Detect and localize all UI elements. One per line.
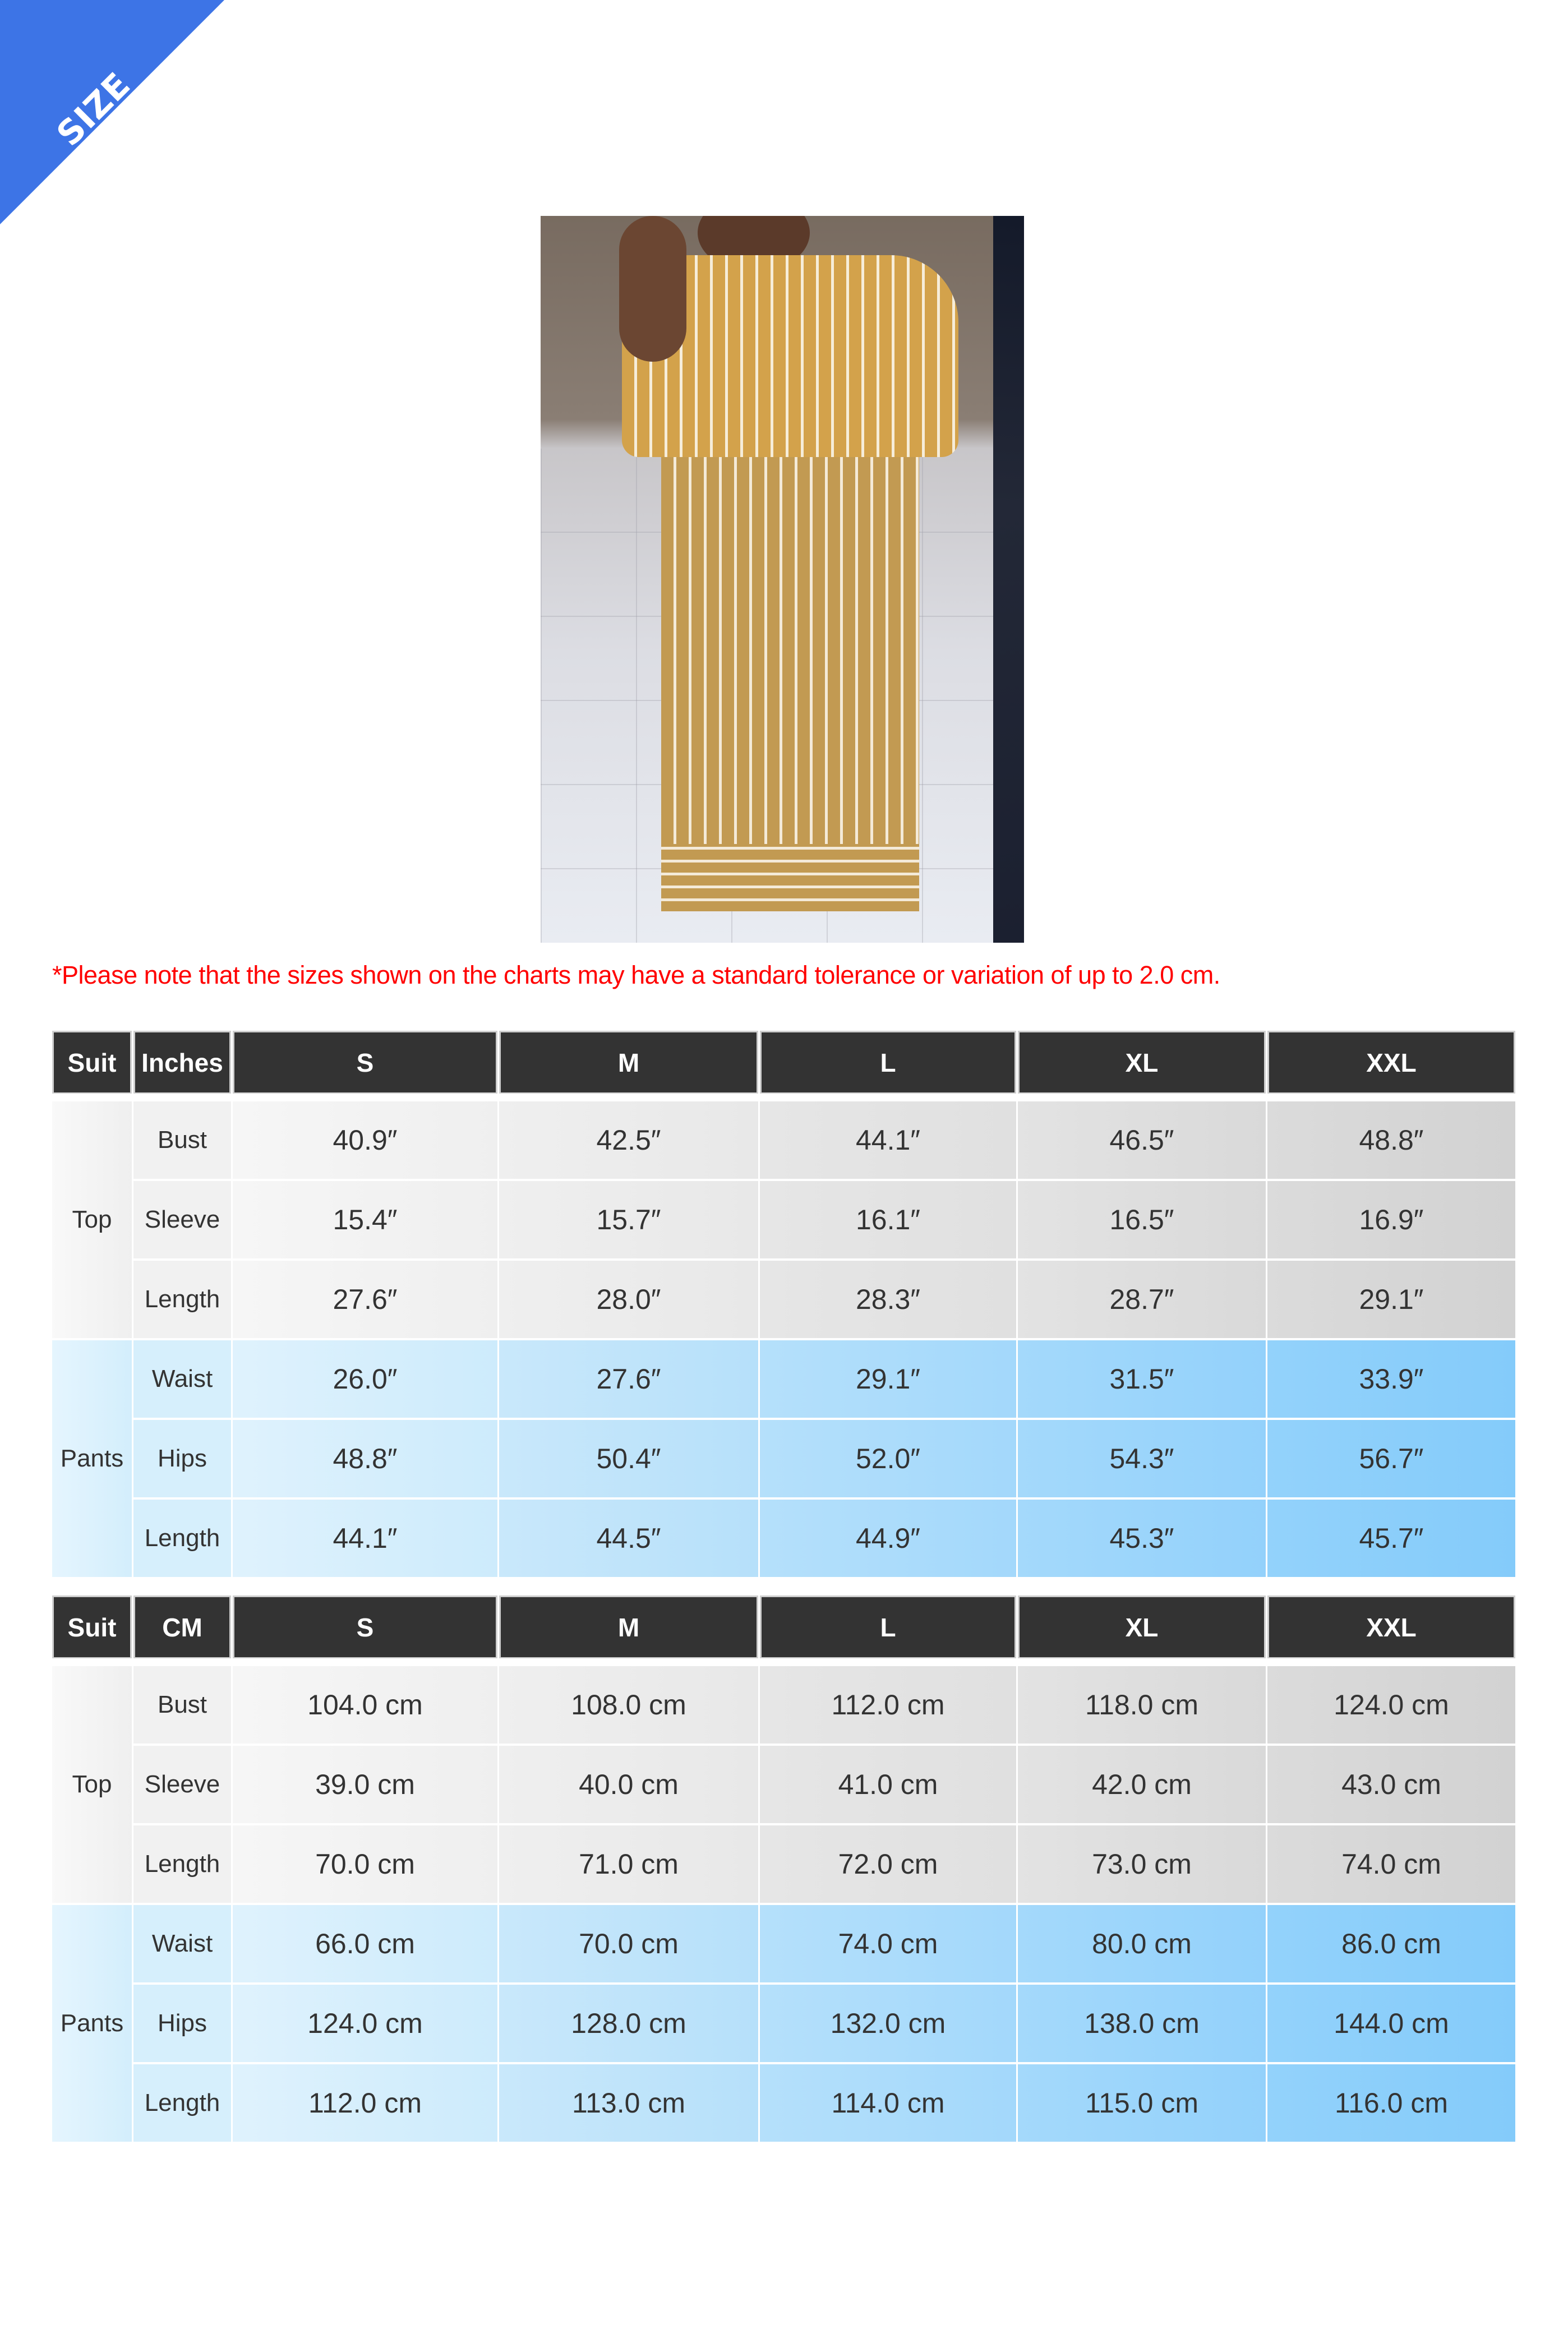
group-pants: Pants (52, 1340, 132, 1577)
header-xl: XL (1018, 1595, 1266, 1658)
header-xxl: XXL (1267, 1031, 1515, 1094)
value-cell: 16.9″ (1267, 1181, 1515, 1258)
size-table-inches (52, 1031, 1515, 1579)
group-top: Top (52, 1666, 132, 1903)
value-cell: 56.7″ (1267, 1420, 1515, 1497)
value-cell: 71.0 cm (499, 1825, 758, 1903)
value-cell: 42.5″ (499, 1101, 758, 1179)
model-arm (619, 216, 686, 362)
header-l: L (760, 1595, 1016, 1658)
value-cell: 43.0 cm (1267, 1746, 1515, 1823)
value-cell: 28.0″ (499, 1261, 758, 1338)
value-cell: 70.0 cm (233, 1825, 497, 1903)
value-cell: 33.9″ (1267, 1340, 1515, 1418)
value-cell: 73.0 cm (1018, 1825, 1266, 1903)
value-cell: 28.3″ (760, 1261, 1016, 1338)
measure-bust: Bust (133, 1101, 231, 1179)
value-cell: 114.0 cm (760, 2064, 1016, 2142)
value-cell: 29.1″ (1267, 1261, 1515, 1338)
value-cell: 124.0 cm (1267, 1666, 1515, 1744)
header-inches: Inches (133, 1031, 231, 1094)
value-cell: 66.0 cm (233, 1905, 497, 1982)
group-top: Top (52, 1101, 132, 1338)
value-cell: 112.0 cm (233, 2064, 497, 2142)
header-m: M (499, 1595, 758, 1658)
value-cell: 74.0 cm (1267, 1825, 1515, 1903)
value-cell: 27.6″ (499, 1340, 758, 1418)
pants-hem (661, 844, 919, 911)
measure-hips: Hips (133, 1420, 231, 1497)
product-photo (541, 216, 1024, 943)
header-xxl: XXL (1267, 1595, 1515, 1658)
value-cell: 40.9″ (233, 1101, 497, 1179)
table-grid (52, 1595, 1515, 2144)
value-cell: 128.0 cm (499, 1985, 758, 2062)
value-cell: 108.0 cm (499, 1666, 758, 1744)
value-cell: 16.1″ (760, 1181, 1016, 1258)
value-cell: 80.0 cm (1018, 1905, 1266, 1982)
value-cell: 70.0 cm (499, 1905, 758, 1982)
value-cell: 52.0″ (760, 1420, 1016, 1497)
value-cell: 144.0 cm (1267, 1985, 1515, 2062)
striped-outfit (661, 255, 919, 911)
value-cell: 15.4″ (233, 1181, 497, 1258)
group-pants: Pants (52, 1905, 132, 2142)
value-cell: 45.3″ (1018, 1500, 1266, 1577)
header-cm: CM (133, 1595, 231, 1658)
tolerance-note: *Please note that the sizes shown on the charts may have a standard tolerance or variation of up to 2.0 cm. (52, 961, 1220, 989)
size-table-cm (52, 1595, 1515, 2144)
dark-curtain (993, 216, 1024, 943)
value-cell: 50.4″ (499, 1420, 758, 1497)
value-cell: 48.8″ (233, 1420, 497, 1497)
value-cell: 44.5″ (499, 1500, 758, 1577)
header-suit: Suit (52, 1595, 132, 1658)
value-cell: 28.7″ (1018, 1261, 1266, 1338)
value-cell: 16.5″ (1018, 1181, 1266, 1258)
value-cell: 44.9″ (760, 1500, 1016, 1577)
header-l: L (760, 1031, 1016, 1094)
value-cell: 15.7″ (499, 1181, 758, 1258)
value-cell: 41.0 cm (760, 1746, 1016, 1823)
table-grid (52, 1031, 1515, 1579)
value-cell: 138.0 cm (1018, 1985, 1266, 2062)
measure-hips: Hips (133, 1985, 231, 2062)
value-cell: 39.0 cm (233, 1746, 497, 1823)
value-cell: 115.0 cm (1018, 2064, 1266, 2142)
value-cell: 40.0 cm (499, 1746, 758, 1823)
measure-length: Length (133, 1261, 231, 1338)
value-cell: 48.8″ (1267, 1101, 1515, 1179)
measure-waist: Waist (133, 1340, 231, 1418)
value-cell: 45.7″ (1267, 1500, 1515, 1577)
header-m: M (499, 1031, 758, 1094)
value-cell: 72.0 cm (760, 1825, 1016, 1903)
value-cell: 124.0 cm (233, 1985, 497, 2062)
measure-length: Length (133, 2064, 231, 2142)
value-cell: 54.3″ (1018, 1420, 1266, 1497)
size-chart-banner (0, 0, 224, 224)
header-suit: Suit (52, 1031, 132, 1094)
measure-length: Length (133, 1500, 231, 1577)
value-cell: 44.1″ (760, 1101, 1016, 1179)
value-cell: 118.0 cm (1018, 1666, 1266, 1744)
value-cell: 86.0 cm (1267, 1905, 1515, 1982)
measure-waist: Waist (133, 1905, 231, 1982)
header-xl: XL (1018, 1031, 1266, 1094)
value-cell: 29.1″ (760, 1340, 1016, 1418)
measure-sleeve: Sleeve (133, 1181, 231, 1258)
value-cell: 113.0 cm (499, 2064, 758, 2142)
value-cell: 31.5″ (1018, 1340, 1266, 1418)
value-cell: 112.0 cm (760, 1666, 1016, 1744)
value-cell: 27.6″ (233, 1261, 497, 1338)
value-cell: 26.0″ (233, 1340, 497, 1418)
banner-label: SIZE CHART (49, 65, 181, 197)
value-cell: 46.5″ (1018, 1101, 1266, 1179)
measure-sleeve: Sleeve (133, 1746, 231, 1823)
value-cell: 42.0 cm (1018, 1746, 1266, 1823)
value-cell: 132.0 cm (760, 1985, 1016, 2062)
header-s: S (233, 1595, 497, 1658)
value-cell: 74.0 cm (760, 1905, 1016, 1982)
value-cell: 44.1″ (233, 1500, 497, 1577)
value-cell: 116.0 cm (1267, 2064, 1515, 2142)
measure-bust: Bust (133, 1666, 231, 1744)
header-s: S (233, 1031, 497, 1094)
measure-length: Length (133, 1825, 231, 1903)
value-cell: 104.0 cm (233, 1666, 497, 1744)
